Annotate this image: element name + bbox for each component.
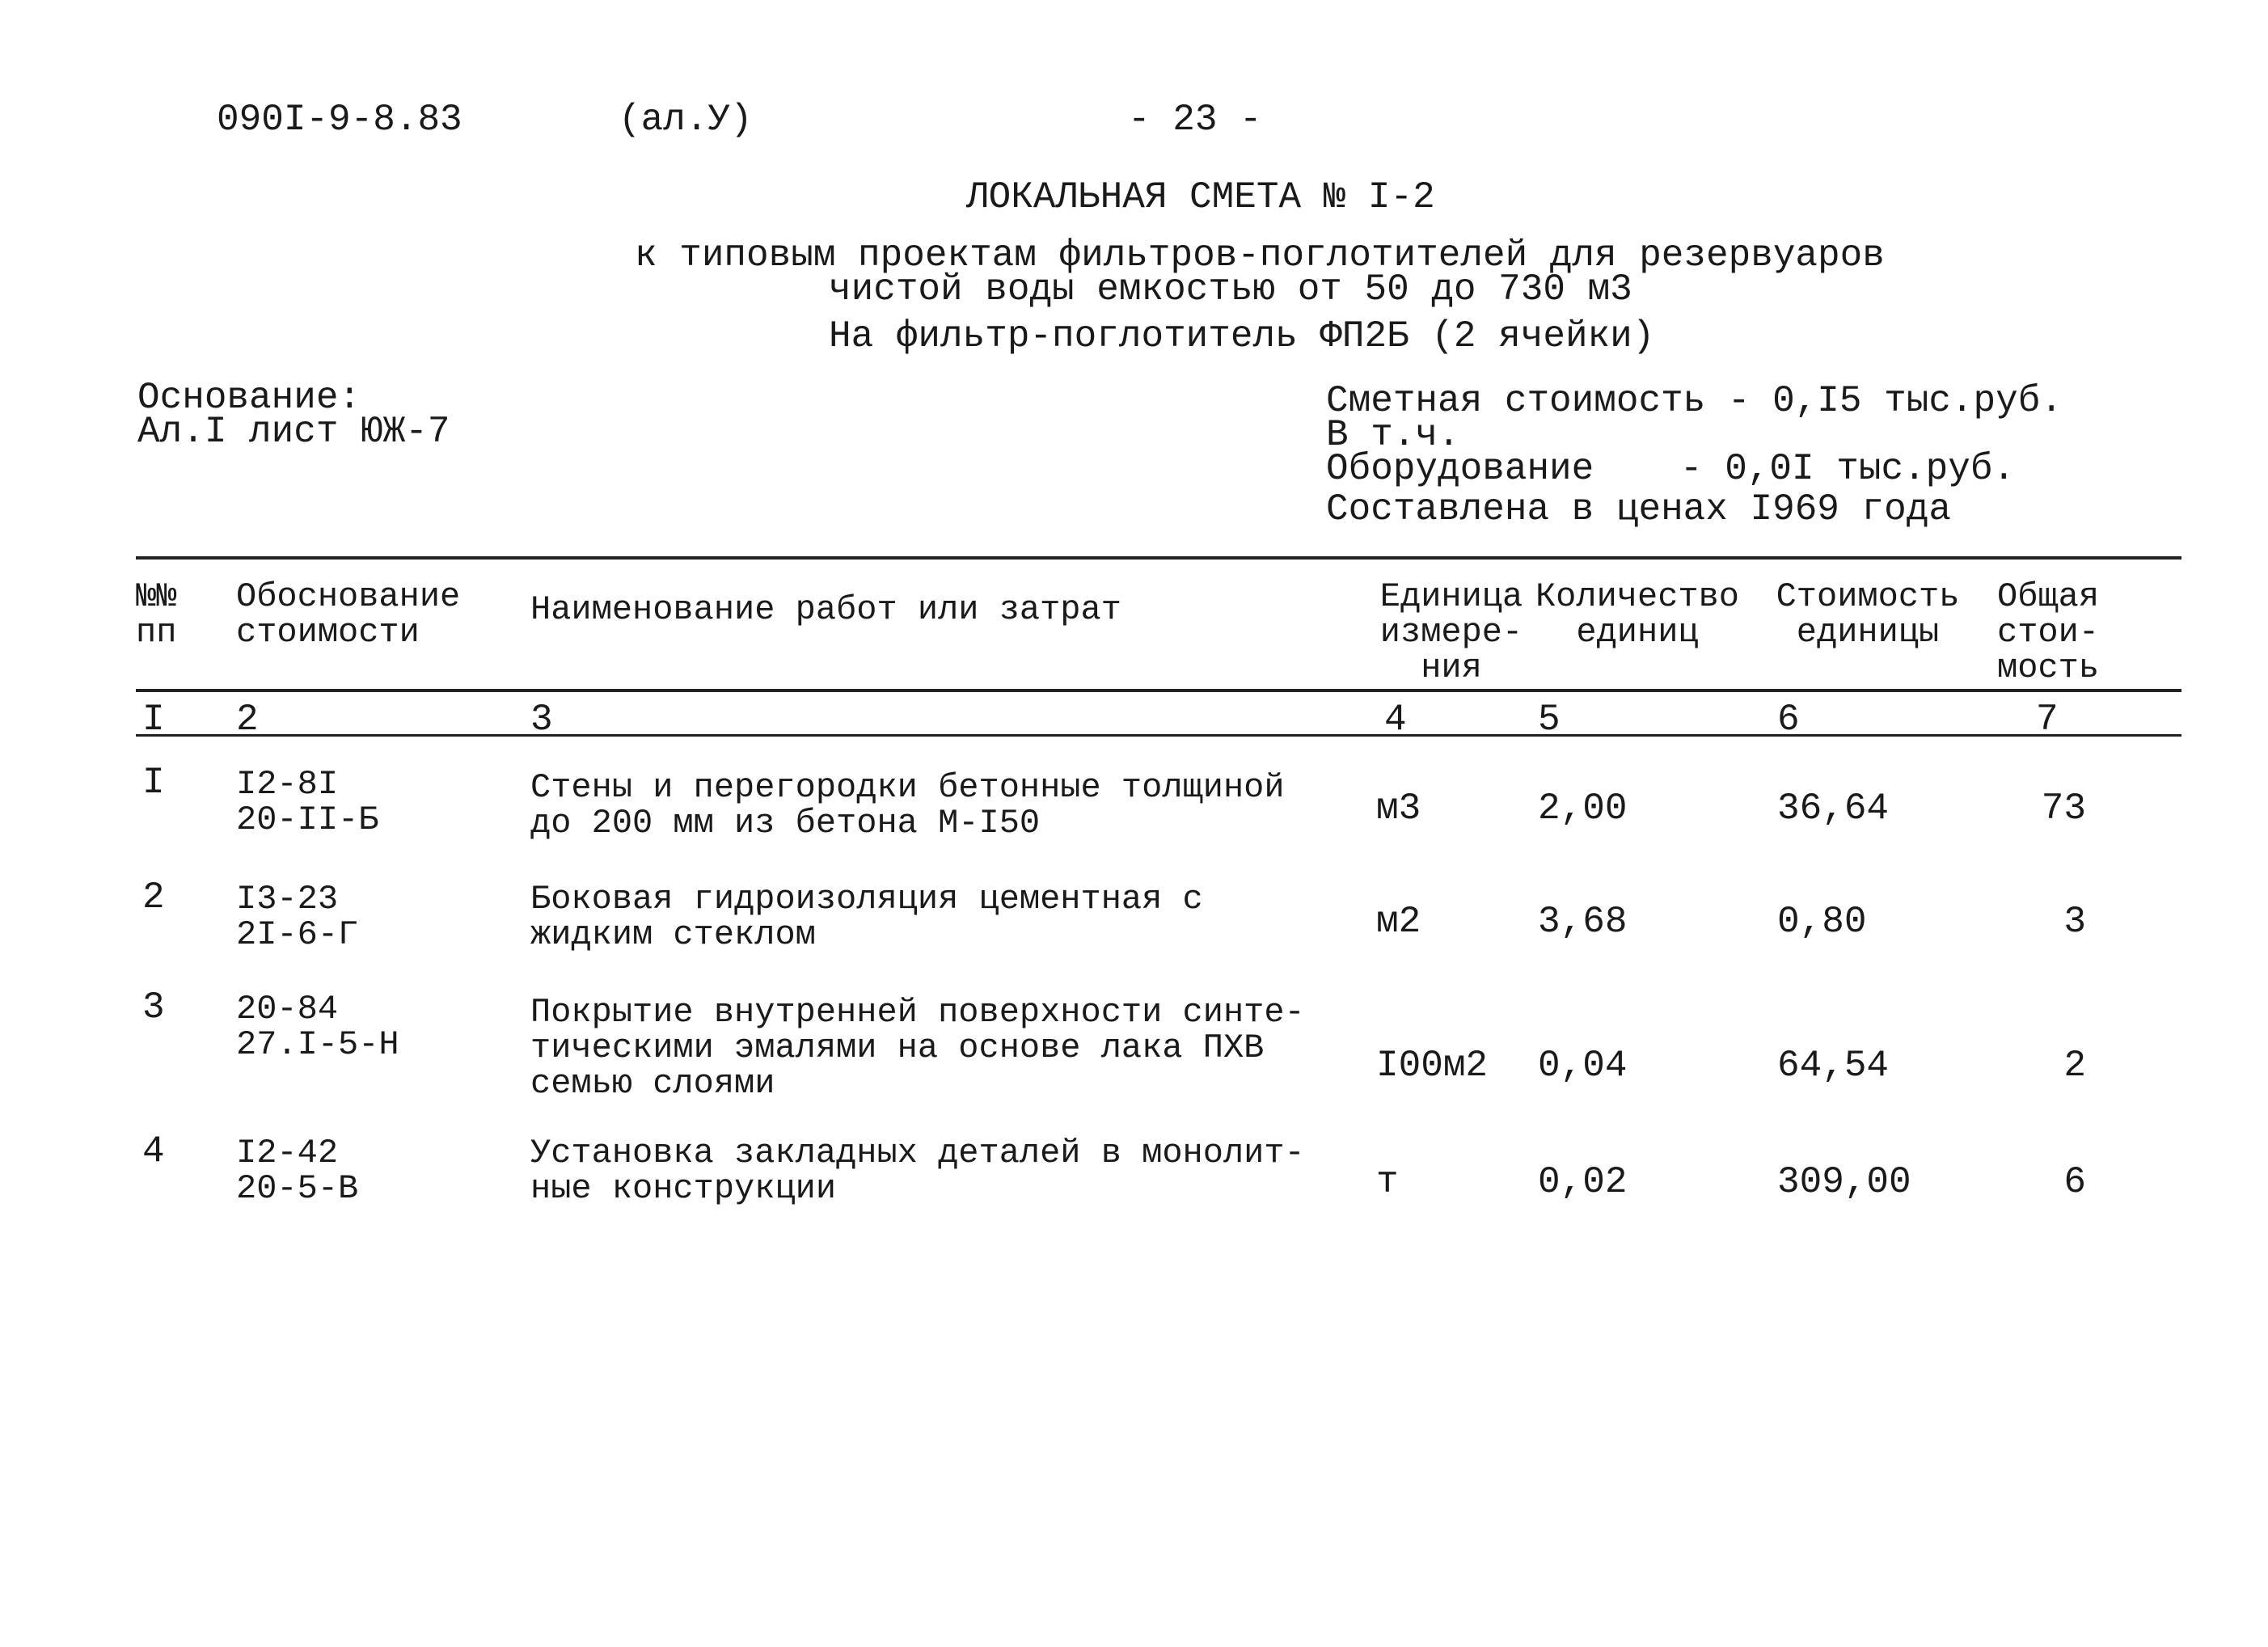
column-number: 2 <box>236 699 259 741</box>
header-num: №№ пп <box>136 577 177 652</box>
row-unit: т <box>1376 1161 1399 1203</box>
row-unit-cost: 309,00 <box>1777 1161 1911 1203</box>
column-number: 4 <box>1384 699 1407 741</box>
column-numbers-rule <box>136 734 2181 737</box>
equipment-label: Оборудование <box>1326 448 1594 490</box>
row-basis: I3-23 2I-6-Г <box>236 880 359 954</box>
row-number: I <box>142 762 165 804</box>
row-qty: 0,04 <box>1538 1045 1628 1087</box>
row-total: 3 <box>2063 901 2086 943</box>
row-name: Стены и перегородки бетонные толщиной до 200 мм из бетона М-I50 <box>530 768 1285 843</box>
album-reference: (ал.У) <box>619 99 753 141</box>
header-name: Наименование работ или затрат <box>530 590 1121 629</box>
row-name: Покрытие внутренней поверхности синте- тическими эмалями на основе лака ПХВ семью слоями <box>530 993 1305 1103</box>
column-number: 3 <box>530 699 553 741</box>
row-basis: I2-8I 20-II-Б <box>236 765 379 839</box>
header-qty: Количество единиц <box>1535 577 1740 652</box>
document-title: ЛОКАЛЬНАЯ СМЕТА № I-2 <box>966 176 1435 218</box>
row-number: 2 <box>142 876 165 919</box>
row-unit: I00м2 <box>1376 1045 1489 1087</box>
header-unit-cost: Стоимость единицы <box>1776 577 1960 652</box>
header-bottom-rule <box>136 689 2181 692</box>
basis-label: Основание: <box>137 377 361 419</box>
column-number: 7 <box>2036 699 2059 741</box>
row-total: 6 <box>2063 1161 2086 1203</box>
row-basis: I2-42 20-5-В <box>236 1134 359 1208</box>
row-unit-cost: 0,80 <box>1777 901 1867 943</box>
header-total: Общая стои- мость <box>1997 577 2100 687</box>
column-number: I <box>142 699 165 741</box>
document-code: 090I-9-8.83 <box>217 99 462 141</box>
row-name: Боковая гидроизоляция цементная с жидким стеклом <box>530 880 1203 954</box>
row-qty: 3,68 <box>1538 901 1628 943</box>
header-unit: Единица измере- ния <box>1379 577 1523 687</box>
row-basis: 20-84 27.I-5-Н <box>236 990 399 1064</box>
estimated-cost: Сметная стоимость - 0,I5 тыс.руб. <box>1326 380 2063 422</box>
header-basis: Обоснование стоимости <box>236 577 461 652</box>
row-unit: м2 <box>1376 901 1421 943</box>
row-unit-cost: 36,64 <box>1777 788 1890 830</box>
row-unit-cost: 64,54 <box>1777 1045 1890 1087</box>
including-label: В т.ч. <box>1326 414 1460 456</box>
subtitle-line-1: к типовым проектам фильтров-поглотителей для резервуаров <box>635 234 1885 277</box>
equipment-value: - 0,0I тыс.руб. <box>1680 448 2016 490</box>
table-top-rule <box>136 556 2181 560</box>
row-total: 73 <box>2041 788 2086 830</box>
row-number: 3 <box>142 986 165 1028</box>
object-description: На фильтр-поглотитель ФП2Б (2 ячейки) <box>829 315 1655 357</box>
row-unit: м3 <box>1376 788 1421 830</box>
prices-basis: Составлена в ценах I969 года <box>1326 488 1951 530</box>
page-number: - 23 - <box>1128 99 1262 141</box>
row-name: Установка закладных деталей в монолит- ные конструкции <box>530 1134 1305 1208</box>
column-number: 5 <box>1538 699 1561 741</box>
basis-value: Ал.I лист ЮЖ-7 <box>137 411 450 453</box>
row-qty: 2,00 <box>1538 788 1628 830</box>
column-number: 6 <box>1777 699 1800 741</box>
row-number: 4 <box>142 1130 165 1172</box>
row-qty: 0,02 <box>1538 1161 1628 1203</box>
subtitle-line-2: чистой воды емкостью от 50 до 730 м3 <box>829 268 1632 310</box>
row-total: 2 <box>2063 1045 2086 1087</box>
